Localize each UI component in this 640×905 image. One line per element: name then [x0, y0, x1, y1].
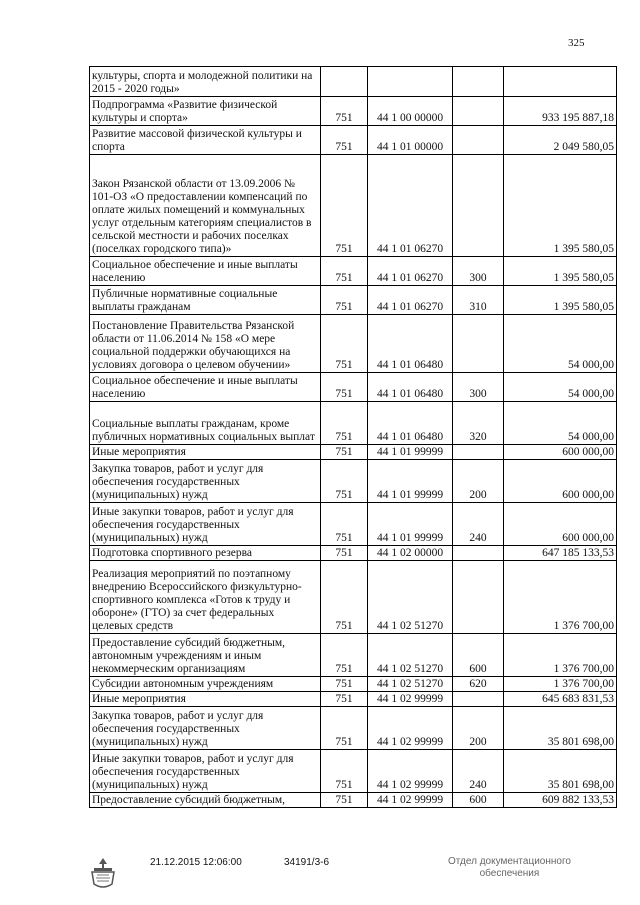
row-amount: 54 000,00 — [504, 315, 617, 373]
page-number: 325 — [568, 37, 585, 49]
row-name: Иные мероприятия — [90, 692, 321, 707]
row-expense-type: 300 — [453, 373, 504, 402]
row-ministry-code: 751 — [321, 546, 368, 561]
row-ministry-code: 751 — [321, 750, 368, 793]
row-expense-type — [453, 546, 504, 561]
row-amount: 1 395 580,05 — [504, 155, 617, 257]
row-expense-type — [453, 692, 504, 707]
table-row — [90, 677, 617, 692]
row-name: Постановление Правительства Рязанской области от 11.06.2014 № 158 «О мере социальной поддержки обучающихся на условиях договора о целевом обучении» — [90, 315, 321, 373]
row-amount: 609 882 133,53 — [504, 793, 617, 808]
table-row — [90, 707, 617, 750]
row-target-article: 44 1 02 99999 — [368, 750, 453, 793]
row-amount: 647 185 133,53 — [504, 546, 617, 561]
row-name: Социальные выплаты гражданам, кроме публичных нормативных социальных выплат — [90, 402, 321, 445]
row-name: Публичные нормативные социальные выплаты гражданам — [90, 286, 321, 315]
row-target-article: 44 1 01 06270 — [368, 155, 453, 257]
table-row — [90, 373, 617, 402]
table-row — [90, 402, 617, 445]
table-row — [90, 445, 617, 460]
row-ministry-code: 751 — [321, 126, 368, 155]
row-expense-type: 600 — [453, 793, 504, 808]
row-target-article: 44 1 00 00000 — [368, 97, 453, 126]
row-ministry-code: 751 — [321, 286, 368, 315]
row-name: культуры, спорта и молодежной политики на 2015 - 2020 годы» — [90, 67, 321, 97]
row-name: Подготовка спортивного резерва — [90, 546, 321, 561]
row-target-article: 44 1 01 06480 — [368, 402, 453, 445]
row-expense-type: 240 — [453, 503, 504, 546]
row-amount: 933 195 887,18 — [504, 97, 617, 126]
row-expense-type: 600 — [453, 634, 504, 677]
row-target-article: 44 1 02 51270 — [368, 634, 453, 677]
row-name: Социальное обеспечение и иные выплаты населению — [90, 257, 321, 286]
stamp-line-2: обеспечения — [479, 868, 540, 879]
table-row — [90, 634, 617, 677]
row-expense-type — [453, 445, 504, 460]
row-target-article: 44 1 02 99999 — [368, 793, 453, 808]
row-target-article: 44 1 01 99999 — [368, 503, 453, 546]
row-target-article: 44 1 01 99999 — [368, 445, 453, 460]
row-name: Закупка товаров, работ и услуг для обеспечения государственных (муниципальных) нужд — [90, 707, 321, 750]
row-name: Иные закупки товаров, работ и услуг для обеспечения государственных (муниципальных) нужд — [90, 750, 321, 793]
table-row — [90, 286, 617, 315]
row-expense-type — [453, 97, 504, 126]
row-name: Закупка товаров, работ и услуг для обеспечения государственных (муниципальных) нужд — [90, 460, 321, 503]
row-target-article: 44 1 02 99999 — [368, 707, 453, 750]
footer-document-code: 34191/3-6 — [284, 857, 330, 868]
row-name: Субсидии автономным учреждениям — [90, 677, 321, 692]
row-ministry-code: 751 — [321, 707, 368, 750]
row-amount: 1 395 580,05 — [504, 257, 617, 286]
table-row — [90, 546, 617, 561]
coat-of-arms-logo — [88, 856, 118, 895]
row-ministry-code: 751 — [321, 402, 368, 445]
row-amount: 645 683 831,53 — [504, 692, 617, 707]
row-target-article: 44 1 02 99999 — [368, 692, 453, 707]
table-row — [90, 257, 617, 286]
table-row — [90, 750, 617, 793]
row-ministry-code: 751 — [321, 373, 368, 402]
row-amount: 600 000,00 — [504, 503, 617, 546]
table-row — [90, 692, 617, 707]
row-ministry-code: 751 — [321, 793, 368, 808]
table-row — [90, 126, 617, 155]
table-row — [90, 561, 617, 634]
row-expense-type — [453, 155, 504, 257]
row-name: Реализация мероприятий по поэтапному внедрению Всероссийского физкультурно-спортивного комплекса «Готов к труду и обороне» (ГТО) за счет федеральных целевых средств — [90, 561, 321, 634]
table-row — [90, 503, 617, 546]
row-target-article: 44 1 02 00000 — [368, 546, 453, 561]
row-expense-type: 310 — [453, 286, 504, 315]
row-amount: 600 000,00 — [504, 445, 617, 460]
row-ministry-code: 751 — [321, 634, 368, 677]
stamp-line-1: Отдел документационного — [448, 856, 571, 867]
row-name: Иные мероприятия — [90, 445, 321, 460]
row-ministry-code: 751 — [321, 97, 368, 126]
row-expense-type — [453, 315, 504, 373]
row-target-article: 44 1 02 51270 — [368, 677, 453, 692]
row-name: Предоставление субсидий бюджетным, автономным учреждениям и иным некоммерческим организациям — [90, 634, 321, 677]
row-ministry-code: 751 — [321, 677, 368, 692]
table-row — [90, 97, 617, 126]
row-ministry-code: 751 — [321, 503, 368, 546]
row-expense-type: 300 — [453, 257, 504, 286]
row-expense-type — [453, 67, 504, 97]
row-ministry-code — [321, 67, 368, 97]
row-ministry-code: 751 — [321, 445, 368, 460]
row-amount — [504, 67, 617, 97]
row-amount: 1 376 700,00 — [504, 634, 617, 677]
row-ministry-code: 751 — [321, 692, 368, 707]
row-amount: 2 049 580,05 — [504, 126, 617, 155]
row-expense-type — [453, 561, 504, 634]
row-amount: 54 000,00 — [504, 402, 617, 445]
page-footer — [0, 856, 640, 896]
row-expense-type: 620 — [453, 677, 504, 692]
row-name: Закон Рязанской области от 13.09.2006 № 101-ОЗ «О предоставлении компенсаций по оплате жилых помещений и коммунальных услуг отдельным категориям специалистов в сельской местности и рабочих поселках (поселках городского типа)» — [90, 155, 321, 257]
row-expense-type: 240 — [453, 750, 504, 793]
row-target-article: 44 1 02 51270 — [368, 561, 453, 634]
row-expense-type: 320 — [453, 402, 504, 445]
row-ministry-code: 751 — [321, 561, 368, 634]
row-expense-type — [453, 126, 504, 155]
footer-stamp — [448, 856, 571, 880]
row-target-article: 44 1 01 00000 — [368, 126, 453, 155]
row-ministry-code: 751 — [321, 460, 368, 503]
row-ministry-code: 751 — [321, 315, 368, 373]
table-row — [90, 315, 617, 373]
row-target-article: 44 1 01 99999 — [368, 460, 453, 503]
row-amount: 1 376 700,00 — [504, 561, 617, 634]
table-row — [90, 460, 617, 503]
table-row — [90, 155, 617, 257]
row-name: Иные закупки товаров, работ и услуг для обеспечения государственных (муниципальных) нужд — [90, 503, 321, 546]
row-target-article — [368, 67, 453, 97]
row-name: Развитие массовой физической культуры и спорта — [90, 126, 321, 155]
row-expense-type: 200 — [453, 707, 504, 750]
row-amount: 1 395 580,05 — [504, 286, 617, 315]
footer-date: 21.12.2015 12:06:00 — [150, 857, 242, 868]
budget-table — [89, 66, 617, 808]
row-amount: 35 801 698,00 — [504, 750, 617, 793]
row-name: Социальное обеспечение и иные выплаты населению — [90, 373, 321, 402]
row-target-article: 44 1 01 06270 — [368, 286, 453, 315]
row-target-article: 44 1 01 06480 — [368, 373, 453, 402]
row-amount: 1 376 700,00 — [504, 677, 617, 692]
table-row — [90, 67, 617, 97]
row-ministry-code: 751 — [321, 257, 368, 286]
row-target-article: 44 1 01 06270 — [368, 257, 453, 286]
row-amount: 600 000,00 — [504, 460, 617, 503]
row-name: Подпрограмма «Развитие физической культуры и спорта» — [90, 97, 321, 126]
table-row — [90, 793, 617, 808]
row-amount: 54 000,00 — [504, 373, 617, 402]
row-expense-type: 200 — [453, 460, 504, 503]
row-target-article: 44 1 01 06480 — [368, 315, 453, 373]
row-ministry-code: 751 — [321, 155, 368, 257]
row-amount: 35 801 698,00 — [504, 707, 617, 750]
row-name: Предоставление субсидий бюджетным, — [90, 793, 321, 808]
